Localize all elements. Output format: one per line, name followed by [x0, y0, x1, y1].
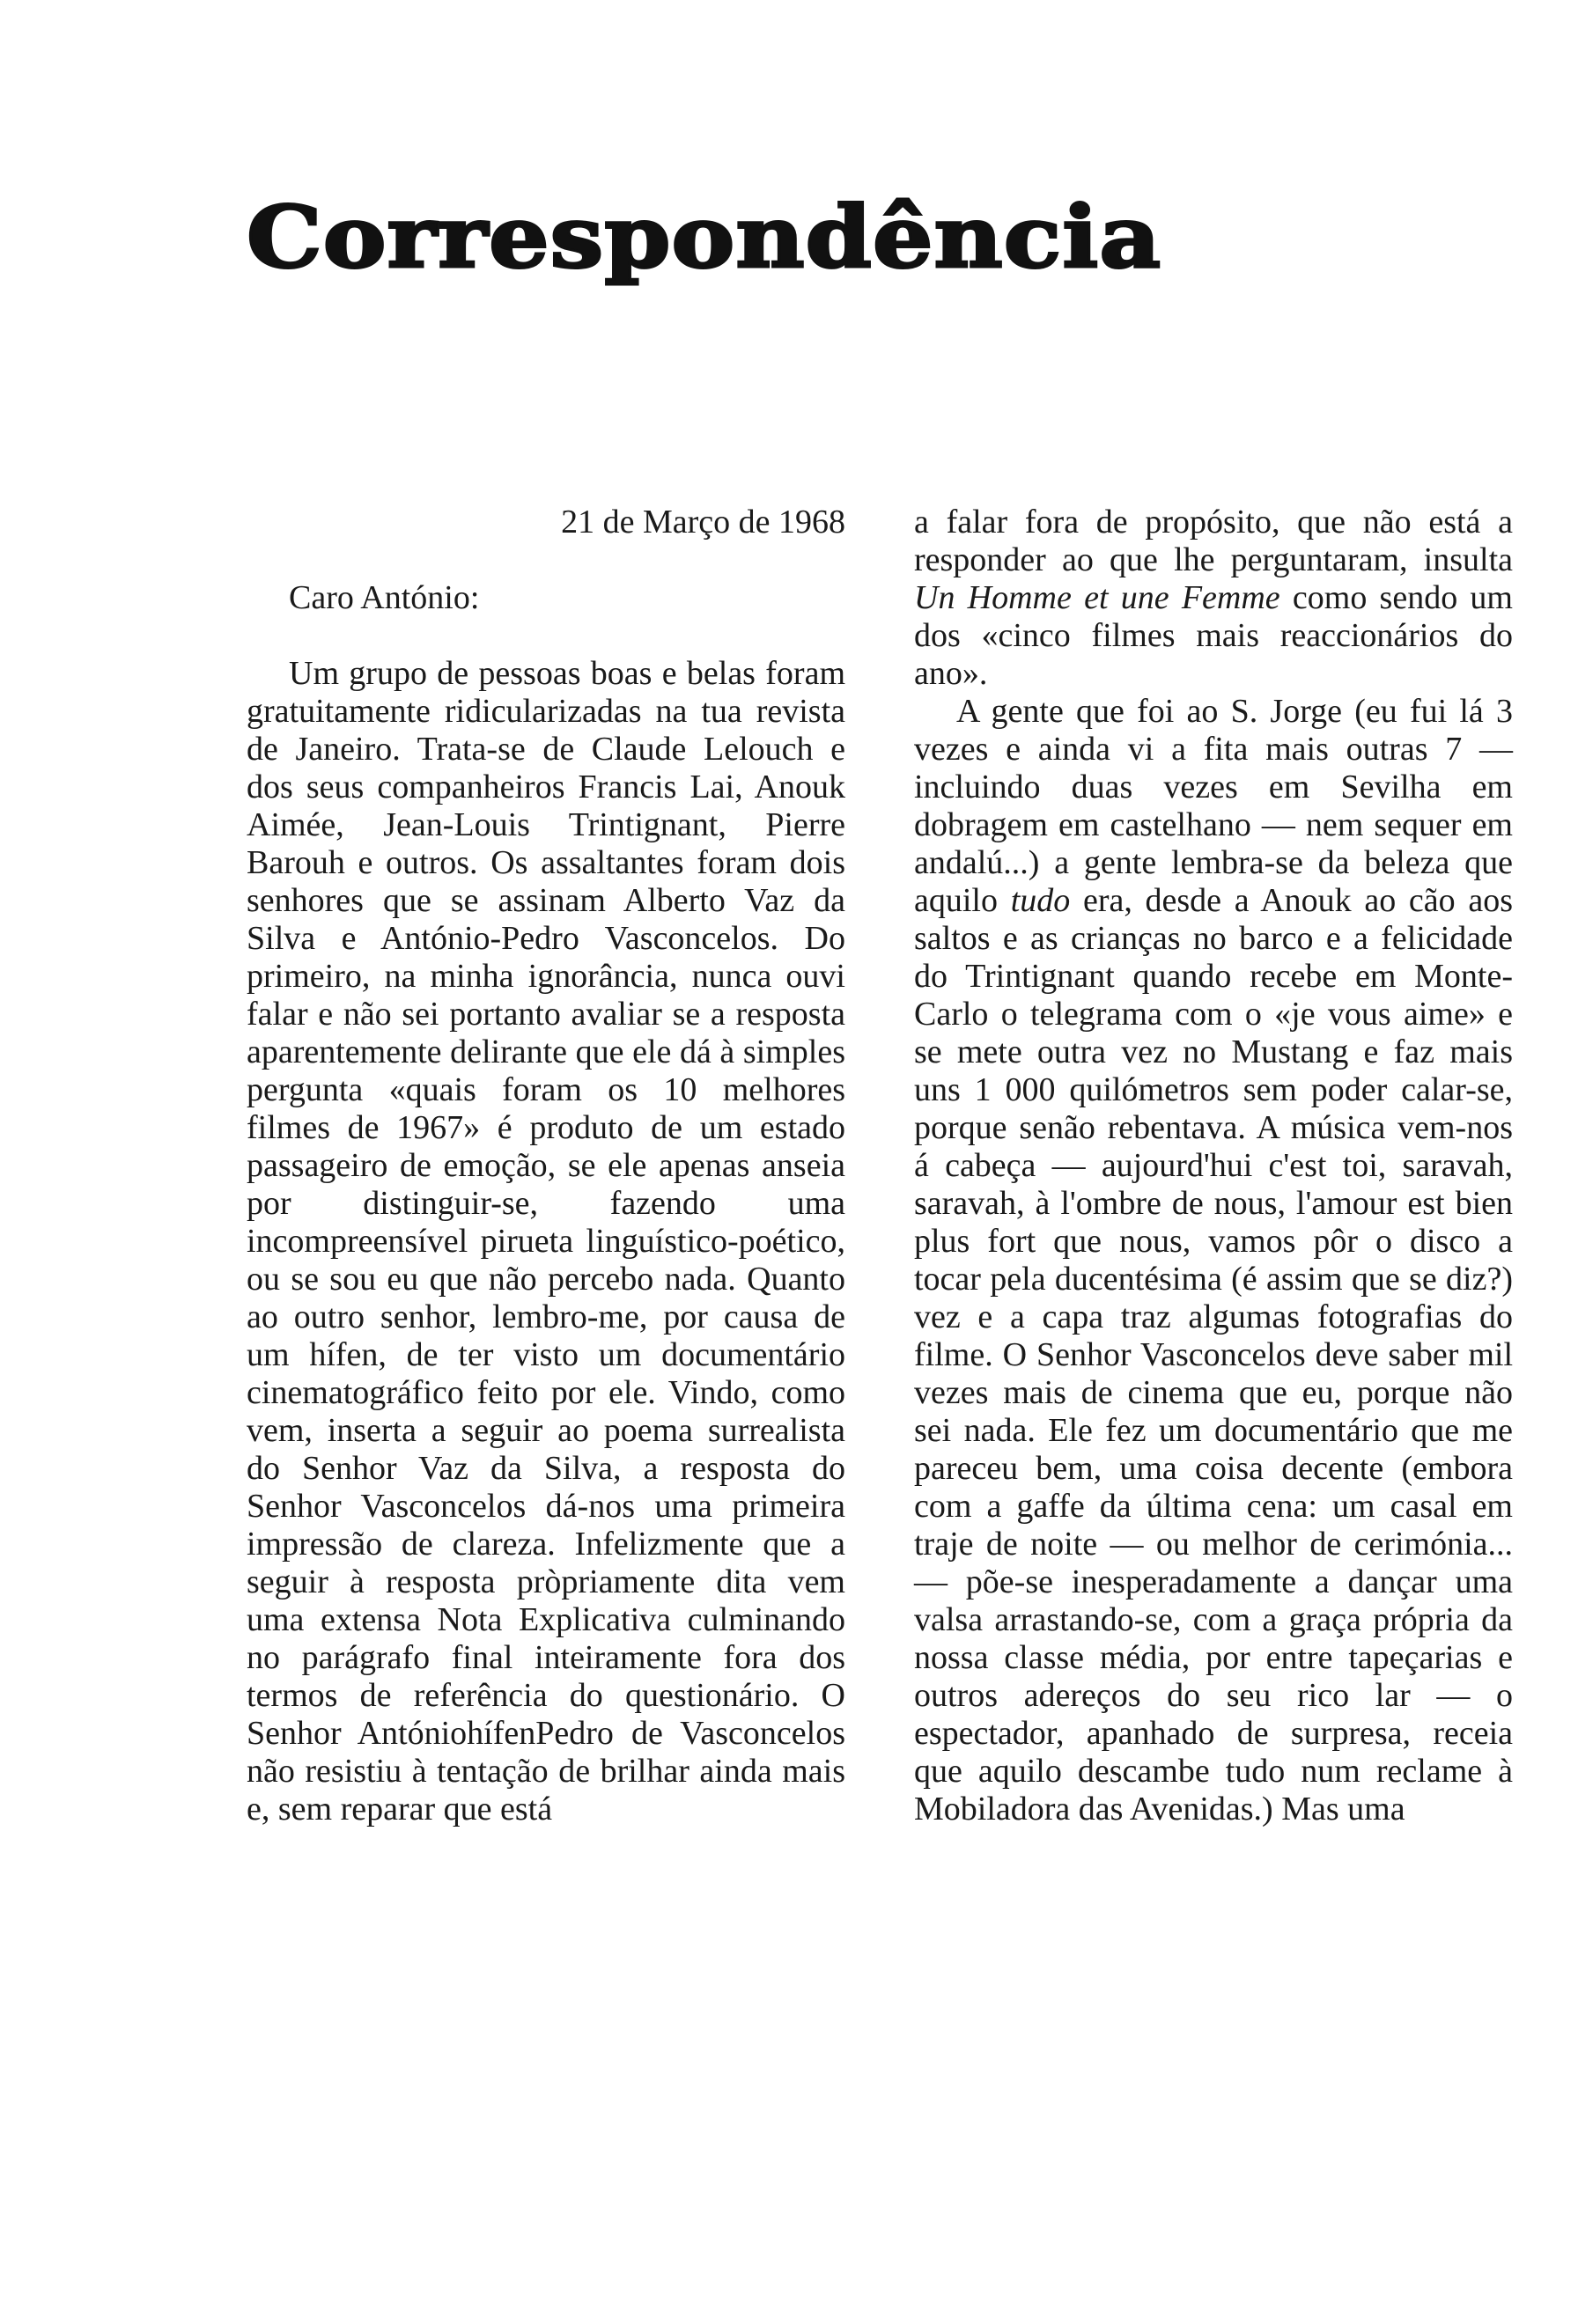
letter-salutation: Caro António: [289, 579, 480, 616]
page-title: Correspondência [247, 188, 1162, 287]
emphasis-tudo: tudo [1010, 882, 1071, 919]
right-column [914, 504, 1513, 1828]
paragraph-1-tail: como sendo um dos «cinco filmes mais reaccionários do ano». [914, 579, 1513, 692]
left-column [247, 504, 845, 1828]
paragraph-2 [914, 693, 1513, 1828]
paragraph-1-part-1: Um grupo de pessoas boas e belas foram gratuitamente ridicularizadas na tua revista de Janeiro. Trata-se de Claude Lelouch e dos seus companheiros Francis Lai, Anouk Aimée, Jean-Louis Trintignant, Pierre Barouh e outros. Os assaltantes foram dois senhores que se assinam Alberto Vaz da Silva e António-Pedro Vasconcelos. Do primeiro, na minha ignorância, nunca ouvi falar e não sei portanto avaliar se a resposta aparentemente delirante que ele dá à simples pergunta «quais foram os 10 melhores filmes de 1967» é produto de um estado passageiro de emoção, se ele apenas anseia por distinguir-se, fazendo uma incompreensível pirueta linguístico-poético, ou se sou eu que não percebo nada. Quanto ao outro senhor, lembro-me, por causa de um hífen, de ter visto um documentário cinematográfico feito por ele. Vindo, como vem, inserta a seguir ao poema surrealista do Senhor Vaz da Silva, a resposta do Senhor Vasconcelos dá-nos uma primeira impressão de clareza. Infelizmente que a seguir à resposta pròpriamente dita vem uma extensa Nota Explicativa culminando no parágrafo final inteiramente fora dos termos de referência do questionário. O Senhor AntóniohífenPedro de Vasconcelos não resistiu à tentação de brilhar ainda mais e, sem reparar que está [247, 655, 845, 1828]
film-title-italic: Un Homme et une Femme [914, 579, 1280, 616]
paragraph-1-text: a falar fora de propósito, que não está a responder ao que lhe perguntaram, insulta [914, 504, 1513, 578]
paragraph-2-text-b: era, desde a Anouk ao cão aos saltos e as crianças no barco e a felicidade do Trintignant quando recebe em Monte-Carlo o telegrama com o «je vous aime» e se mete outra vez no Mustang e faz mais uns 1 000 quilómetros sem poder calar-se, porque senão rebentava. A música vem-nos á cabeça — aujourd'hui c'est toi, saravah, saravah, à l'ombre de nous, l'amour est bien plus fort que nous, vamos pôr o disco a tocar pela ducentésima (é assim que se diz?) vez e a capa traz algumas fotografias do filme. O Senhor Vasconcelos deve saber mil vezes mais de cinema que eu, porque não sei nada. Ele fez um documentário que me pareceu bem, uma coisa decente (embora com a gaffe da última cena: um casal em traje de noite — ou melhor de cerimónia... — põe-se inesperadamente a dançar uma valsa arrastando-se, com a graça própria da nossa classe média, por entre tapeçarias e outros adereços do seu rico lar — o espectador, apanhado de surpresa, receia que aquilo descambe tudo num reclame à Mobiladora das Avenidas.) Mas uma [914, 882, 1514, 1828]
letter-date: 21 de Março de 1968 [561, 504, 845, 541]
paragraph-1-part-2 [914, 504, 1513, 693]
paragraph-2-text-a: A gente que foi ao S. Jorge (eu fui lá 3 vezes e ainda vi a fita mais outras 7 — incluindo duas vezes em Sevilha em dobragem em castelhano — nem sequer em andalú...) a gente lembra-se da beleza que aquilo [914, 693, 1513, 919]
